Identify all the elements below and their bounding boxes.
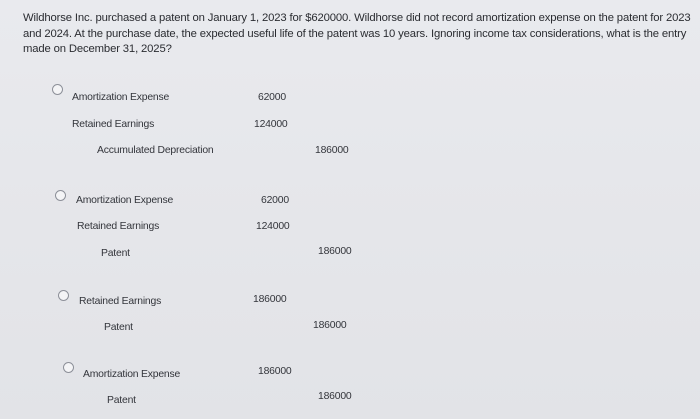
radio-button-option-a[interactable]	[52, 84, 63, 95]
entry-account: Amortization Expense	[76, 195, 174, 206]
entry-account: Retained Earnings	[77, 221, 160, 232]
entry-debit: 186000	[258, 366, 292, 377]
entry-account: Amortization Expense	[83, 369, 181, 380]
entry-credit: 186000	[318, 246, 352, 257]
entry-account: Patent	[101, 248, 130, 259]
entry-account: Retained Earnings	[79, 296, 162, 307]
entry-account: Accumulated Depreciation	[97, 145, 214, 156]
entry-debit: 62000	[258, 92, 286, 103]
entry-credit: 186000	[318, 391, 352, 402]
entry-credit: 186000	[315, 145, 349, 156]
radio-button-option-b[interactable]	[55, 190, 66, 201]
entry-credit: 186000	[313, 320, 347, 331]
entry-account: Patent	[104, 322, 133, 333]
entry-account: Amortization Expense	[72, 92, 170, 103]
entry-account: Retained Earnings	[72, 119, 155, 130]
entry-debit: 124000	[256, 221, 290, 232]
question-text: Wildhorse Inc. purchased a patent on January 1, 2023 for $620000. Wildhorse did not record amortization expense on the patent for 2023 and 2024. At the purchase date, the expected useful life of the patent was 10 years. Ignoring income tax considerations, what is the entry made on December 31, 2025?	[23, 12, 691, 55]
entry-debit: 124000	[254, 119, 288, 130]
radio-button-option-c[interactable]	[58, 290, 69, 301]
radio-button-option-d[interactable]	[63, 362, 74, 373]
entry-account: Patent	[107, 395, 136, 406]
entry-debit: 186000	[253, 294, 287, 305]
entry-debit: 62000	[261, 195, 289, 206]
